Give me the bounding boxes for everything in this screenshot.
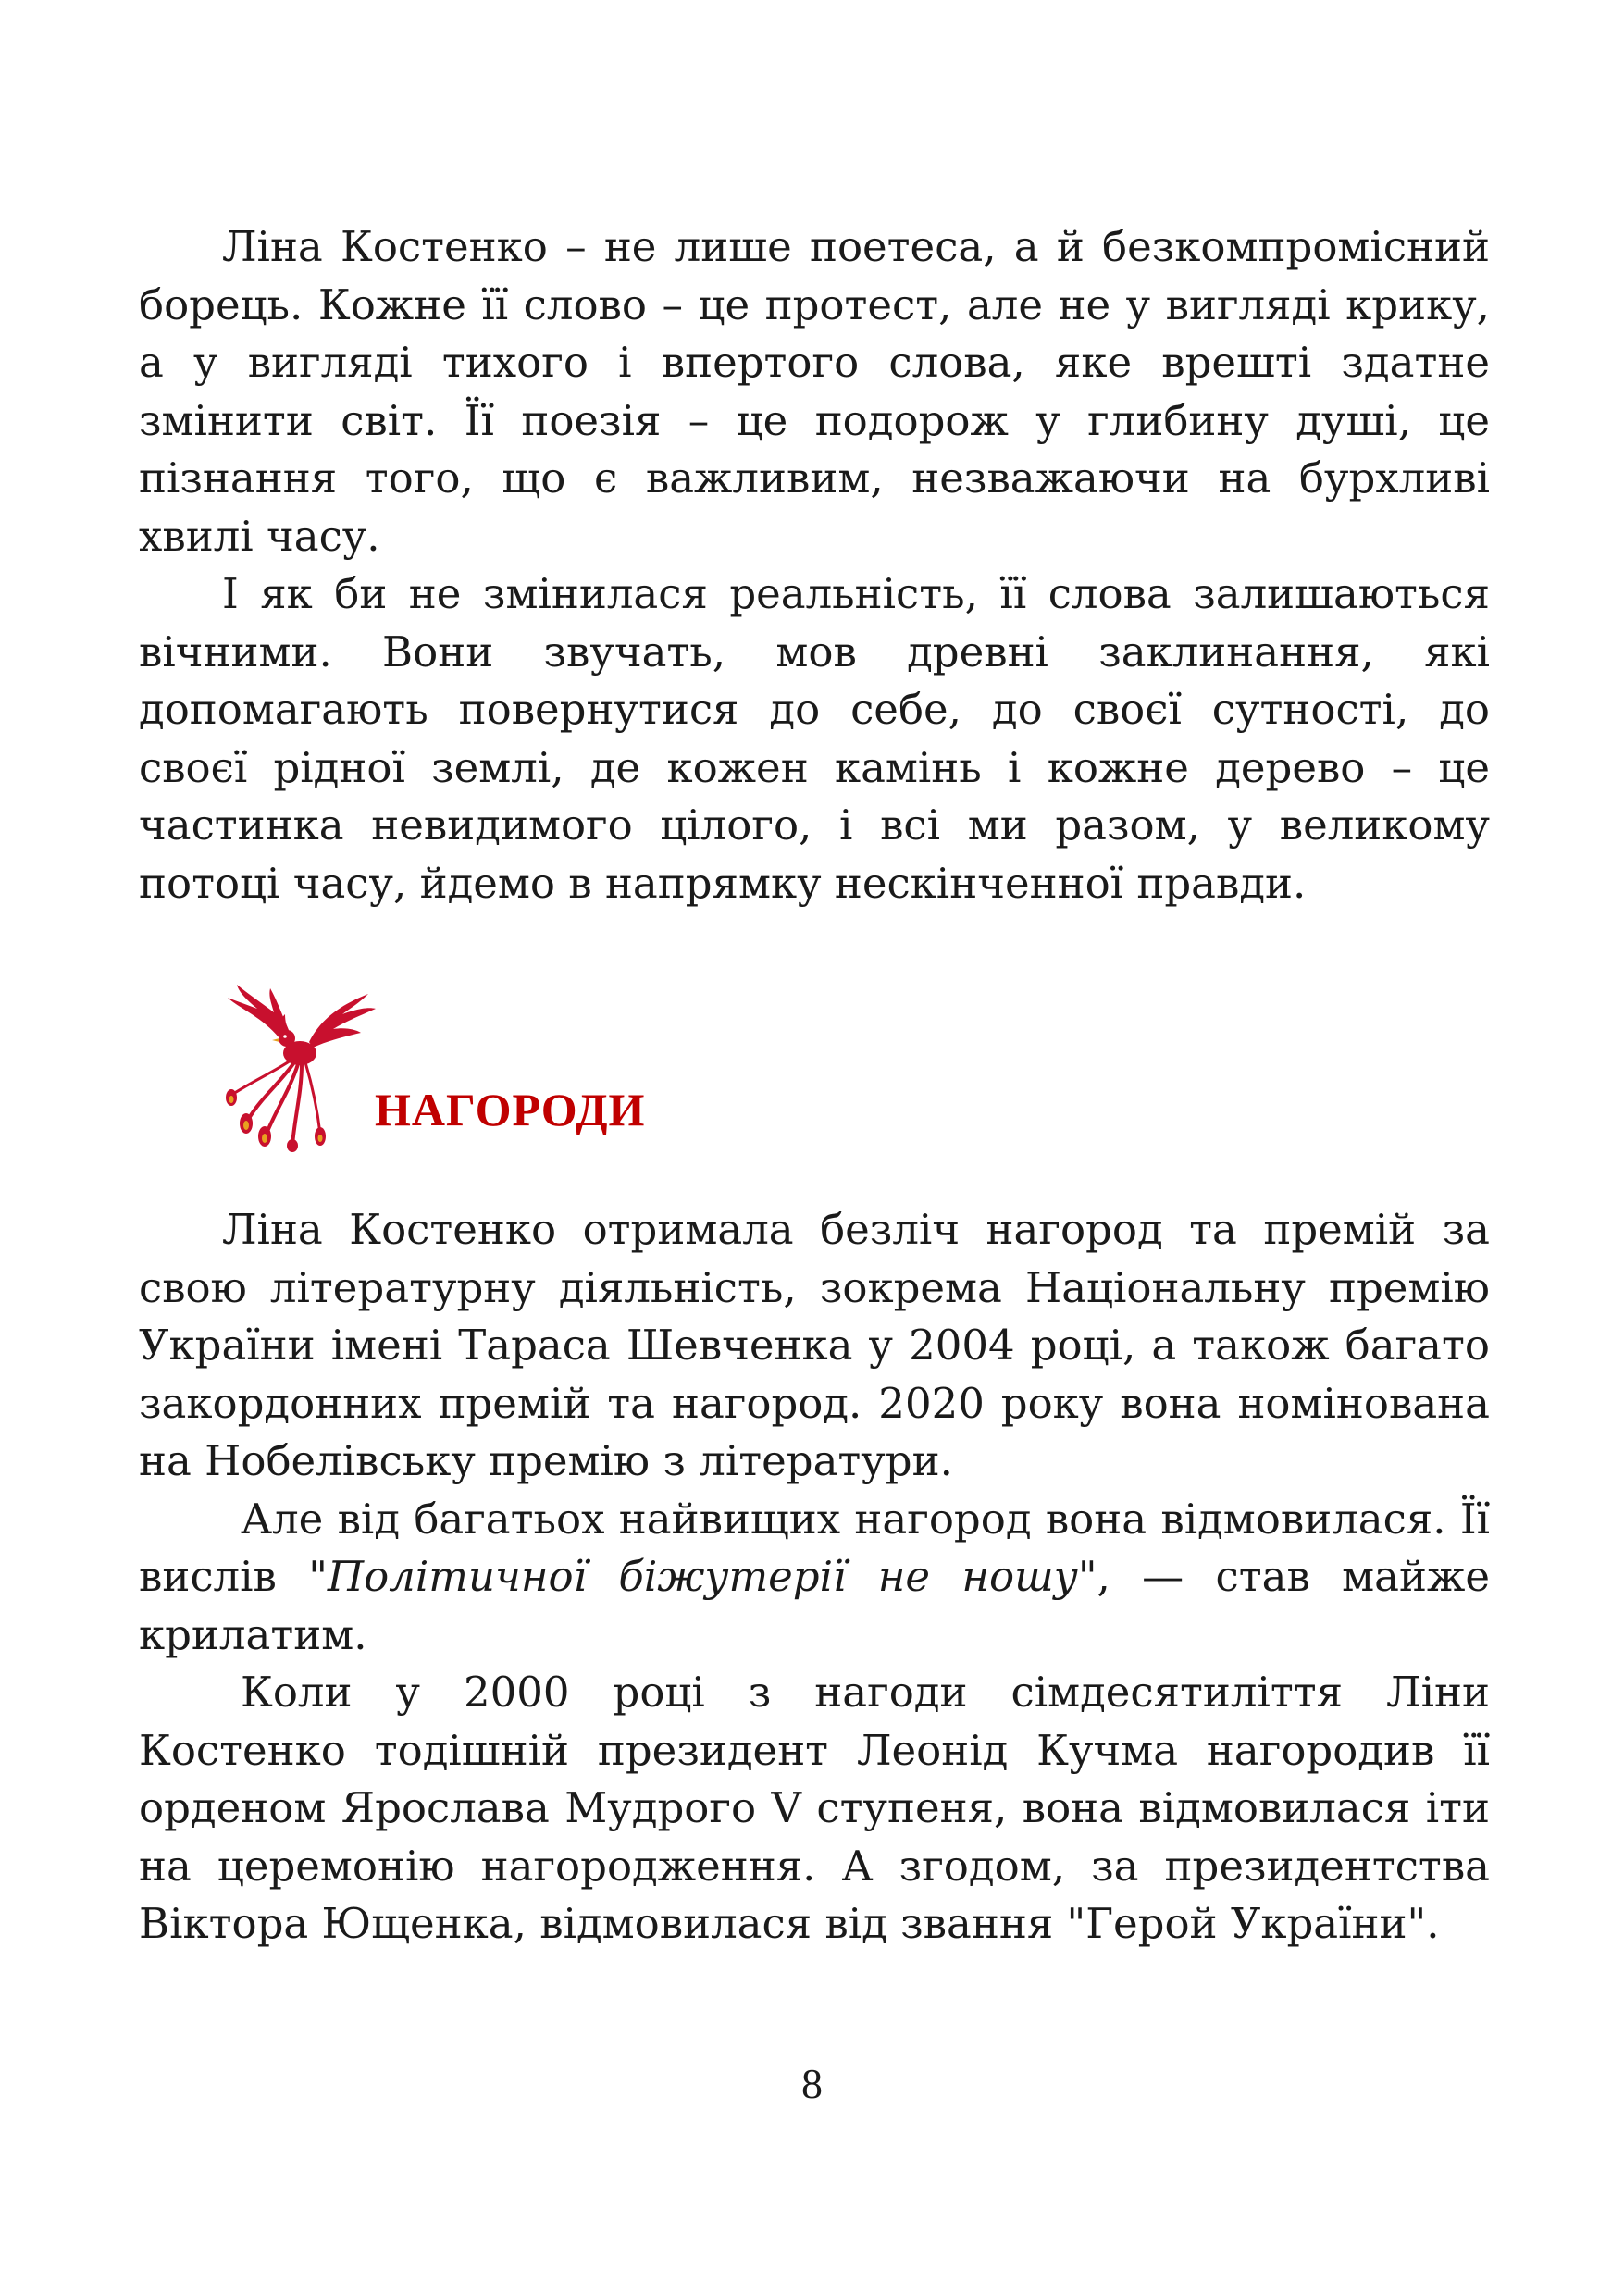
intro-text [139,218,1490,912]
section-heading-awards: НАГОРОДИ [375,1084,646,1135]
awards-paragraph-2 [139,1491,1490,1665]
page-number: 8 [801,2060,823,2107]
awards-paragraph-3: Коли у 2000 році з нагоди сімдесятиліття Ліни Костенко тодішній президент Леонід Кучма нагородив її орденом Ярослава Мудрого V ступеня, вона відмовилася іти на церемонію нагородження. А згодом, за президентства Віктора Ющенка, відмовилася від звання "Герой України". [139,1668,1490,1948]
awards-paragraph-1: Ліна Костенко отримала безліч нагород та премій за свою літературну діяльність, зокрема Національну премію України імені Тараса Шевченка у 2004 році, а також багато закордонних премій та нагород. 2020 року вона номінована на Нобелівську премію з літератури. [139,1205,1490,1485]
awards-text [139,1201,1490,1954]
awards-paragraph-2-tail: ", — став майже крилатим. [139,1552,1490,1659]
intro-paragraph-2: І як би не змінилася реальність, її слова залишаються вічними. Вони звучать, мов древні заклинання, які допомагають повернутися до себе, до своєї сутності, до своєї рідної землі, де кожен камінь і кожне дерево – це частинка невидимого цілого, і всі ми разом, у великому потоці часу, йдемо в напрямку нескінченної правди. [139,569,1490,908]
intro-paragraph-1: Ліна Костенко – не лише поетеса, а й безкомпромісний борець. Кожне її слово – це протест, але не у вигляді крику, а у вигляді тихого і впертого слова, яке врешті здатне змінити світ. Її поезія – це подорож у глибину душі, це пізнання того, що є важливим, незважаючи на бурхливі хвилі часу. [139,222,1490,561]
phoenix-bird-icon [220,981,378,1152]
awards-paragraph-2-lead: Але від багатьох найвищих нагород вона відмовилася. Її вислів " [139,1494,1490,1601]
quote-text: Політичної біжутерії не ношу [327,1552,1078,1601]
